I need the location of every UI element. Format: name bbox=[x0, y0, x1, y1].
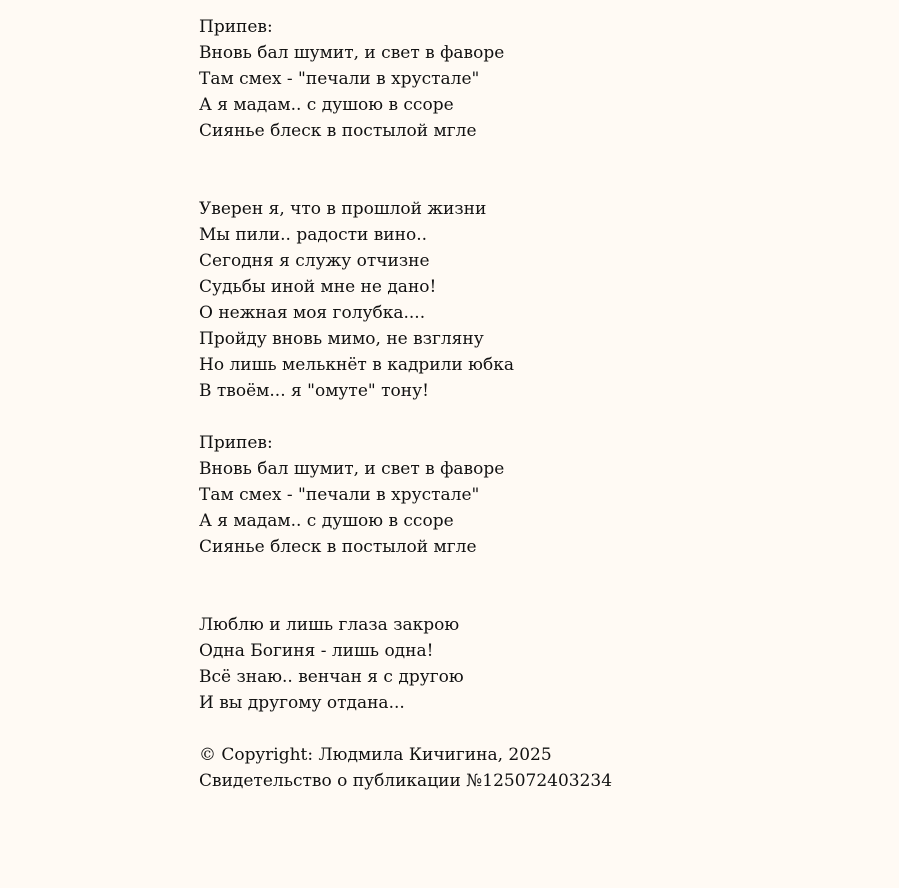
stanza-verse-2 bbox=[199, 612, 879, 716]
poem-line: Вновь бал шумит, и свет в фаворе bbox=[199, 43, 505, 63]
poem-line: Люблю и лишь глаза закрою bbox=[199, 615, 460, 635]
stanza-gap bbox=[199, 144, 879, 196]
poem-line: А я мадам.. с душою в ссоре bbox=[199, 511, 454, 531]
stanza-gap bbox=[199, 404, 879, 430]
poem-line: Там смех - "печали в хрустале" bbox=[199, 485, 480, 505]
publication-footer bbox=[199, 742, 879, 794]
stanza-chorus-1 bbox=[199, 14, 879, 144]
poem-line: А я мадам.. с душою в ссоре bbox=[199, 95, 454, 115]
stanza-gap bbox=[199, 716, 879, 742]
poem-line: Сегодня я служу отчизне bbox=[199, 251, 430, 271]
poem-line: Вновь бал шумит, и свет в фаворе bbox=[199, 459, 505, 479]
poem-line: Припев: bbox=[199, 17, 273, 37]
poem-line: Уверен я, что в прошлой жизни bbox=[199, 199, 487, 219]
publication-certificate: Свидетельство о публикации №125072403234 bbox=[199, 771, 613, 791]
poem-line: Припев: bbox=[199, 433, 273, 453]
poem-line: Всё знаю.. венчан я с другою bbox=[199, 667, 464, 687]
poem-line: Сиянье блеск в постылой мгле bbox=[199, 121, 477, 141]
stanza-gap bbox=[199, 560, 879, 612]
poem-line: Одна Богиня - лишь одна! bbox=[199, 641, 434, 661]
poem-line: Судьбы иной мне не дано! bbox=[199, 277, 437, 297]
poem-line: Там смех - "печали в хрустале" bbox=[199, 69, 480, 89]
poem-line: О нежная моя голубка.... bbox=[199, 303, 426, 323]
copyright-line: © Copyright: Людмила Кичигина, 2025 bbox=[199, 745, 552, 765]
poem-line: В твоём... я "омуте" тону! bbox=[199, 381, 429, 401]
poem-line: Пройду вновь мимо, не взгляну bbox=[199, 329, 484, 349]
stanza-verse-1 bbox=[199, 196, 879, 404]
poem-line: И вы другому отдана... bbox=[199, 693, 405, 713]
poem-text bbox=[199, 14, 879, 794]
poem-line: Сиянье блеск в постылой мгле bbox=[199, 537, 477, 557]
poem-line: Но лишь мелькнёт в кадрили юбка bbox=[199, 355, 514, 375]
poem-line: Мы пили.. радости вино.. bbox=[199, 225, 427, 245]
stanza-chorus-2 bbox=[199, 430, 879, 560]
